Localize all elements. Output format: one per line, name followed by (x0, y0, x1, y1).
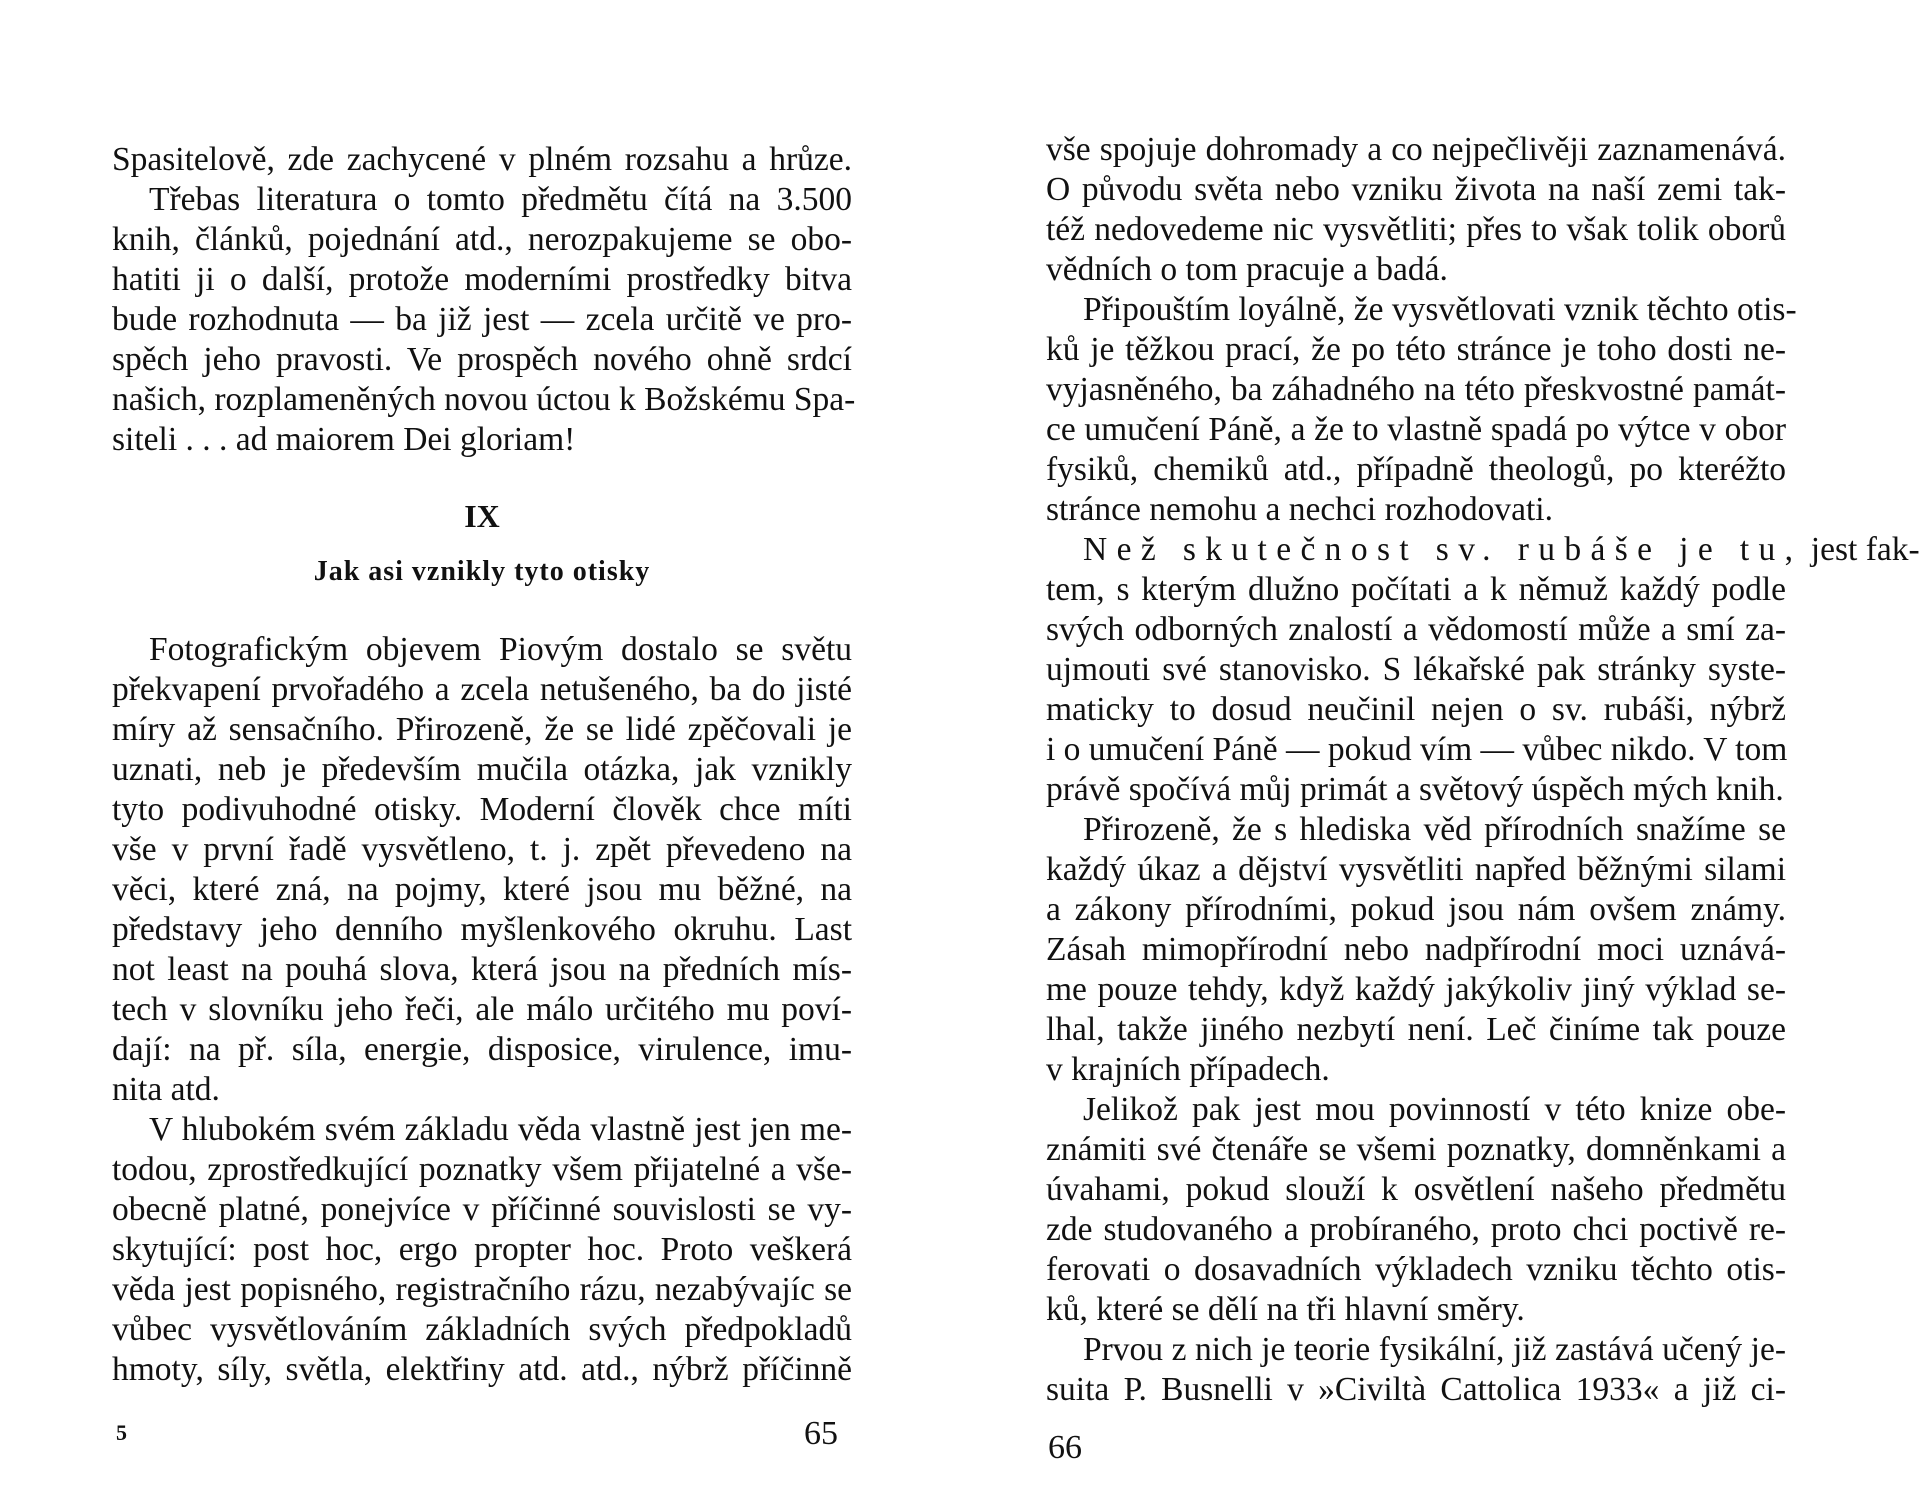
text-line: dají: na př. síla, energie, disposice, virulence, imu- (112, 1031, 852, 1068)
text-line: známiti své čtenáře se všemi poznatky, domněnkami a (1046, 1131, 1786, 1168)
text-line: obecně platné, ponejvíce v příčinné souvislosti se vy- (112, 1191, 852, 1228)
text-line: me pouze tehdy, když každý jakýkoliv jiný výklad se- (1046, 971, 1786, 1008)
text-line: překvapení prvořadého a zcela netušeného, ba do jisté (112, 671, 852, 708)
text-line: Připouštím loyálně, že vysvětlovati vznik těchto otis- (1083, 291, 1797, 328)
text-line: suita P. Busnelli v »Civiltà Cattolica 1933« a již ci- (1046, 1371, 1786, 1408)
text-line: Spasitelově, zde zachycené v plném rozsahu a hrůze. (112, 141, 852, 178)
text-line: not least na pouhá slova, která jsou na předních mís- (112, 951, 852, 988)
text-line: fysiků, chemiků atd., případně theologů, po kteréžto (1046, 451, 1786, 488)
text-line: věci, které zná, na pojmy, které jsou mu běžné, na (112, 871, 852, 908)
text-span: jest fak- (1802, 531, 1920, 568)
text-line: ce umučení Páně, a že to vlastně spadá po výtce v obor (1046, 411, 1786, 448)
text-line: ků, které se dělí na tři hlavní směry. (1046, 1291, 1525, 1328)
text-line: O původu světa nebo vzniku života na naší zemi tak- (1046, 171, 1786, 208)
text-line: vše spojuje dohromady a co nejpečlivěji zaznamenává. (1046, 131, 1786, 168)
text-line: vědních o tom pracuje a badá. (1046, 251, 1448, 288)
text-line: míry až sensačního. Přirozeně, že se lidé zpěčovali je (112, 711, 852, 748)
text-line: hmoty, síly, světla, elektřiny atd. atd., nýbrž příčinně (112, 1351, 852, 1388)
right-page (1046, 0, 1920, 1500)
text-line: siteli . . . ad maiorem Dei gloriam! (112, 421, 576, 458)
text-line: maticky to dosud neučinil nejen o sv. rubáši, nýbrž (1046, 691, 1786, 728)
text-line: skytující: post hoc, ergo propter hoc. Proto veškerá (112, 1231, 852, 1268)
page-number: 65 (804, 1415, 838, 1452)
spaced-emphasis: Než skutečnost sv. rubáše je tu, (1083, 531, 1803, 568)
text-line: věda jest popisného, registračního rázu, nezabývajíc se (112, 1271, 852, 1308)
text-line: Fotografickým objevem Piovým dostalo se světu (149, 631, 852, 668)
text-line: Třebas literatura o tomto předmětu čítá na 3.500 (149, 181, 852, 218)
chapter-number: IX (464, 498, 500, 534)
text-line: Jelikož pak jest mou povinností v této knize obe- (1083, 1091, 1786, 1128)
page-number: 66 (1048, 1429, 1082, 1466)
text-line: každý úkaz a dějství vysvětliti napřed běžnými silami (1046, 851, 1786, 888)
text-line: Zásah mimopřírodní nebo nadpřírodní moci uznává- (1046, 931, 1786, 968)
text-line: našich, rozplameněných novou úctou k Božskému Spa- (112, 381, 856, 418)
text-line: V hlubokém svém základu věda vlastně jest jen me- (149, 1111, 852, 1148)
text-line: knih, článků, pojednání atd., nerozpakujeme se obo- (112, 221, 852, 258)
text-line: ujmouti své stanovisko. S lékařské pak stránky syste- (1046, 651, 1786, 688)
text-line: vůbec vysvětlováním základních svých předpokladů (112, 1311, 852, 1348)
text-line: i o umučení Páně — pokud vím — vůbec nikdo. V tom (1046, 731, 1788, 768)
text-line: tem, s kterým dlužno počítati a k němuž každý podle (1046, 571, 1786, 608)
text-line: bude rozhodnuta — ba již jest — zcela určitě ve pro- (112, 301, 852, 338)
left-page (112, 0, 856, 1500)
text-line: ků je těžkou prací, že po této stránce je toho dosti ne- (1046, 331, 1786, 368)
text-line: právě spočívá můj primát a světový úspěch mých knih. (1046, 771, 1784, 808)
text-line: stránce nemohu a nechci rozhodovati. (1046, 491, 1553, 528)
chapter-title: Jak asi vznikly tyto otisky (313, 556, 651, 587)
text-line: Přirozeně, že s hlediska věd přírodních snažíme se (1083, 811, 1786, 848)
text-line: zde studovaného a probíraného, proto chci poctivě re- (1046, 1211, 1786, 1248)
text-line: tech v slovníku jeho řeči, ale málo určitého mu poví- (112, 991, 852, 1028)
text-line: svých odborných znalostí a vědomostí může a smí za- (1046, 611, 1786, 648)
text-line: todou, zprostředkující poznatky všem přijatelné a vše- (112, 1151, 852, 1188)
text-line: ferovati o dosavadních výkladech vzniku těchto otis- (1046, 1251, 1786, 1288)
text-line: Prvou z nich je teorie fysikální, již zastává učený je- (1083, 1331, 1786, 1368)
text-line: vše v první řadě vysvětleno, t. j. zpět převedeno na (112, 831, 852, 868)
text-line: tyto podivuhodné otisky. Moderní člověk chce míti (112, 791, 852, 828)
text-line: spěch jeho pravosti. Ve prospěch nového ohně srdcí (112, 341, 852, 378)
text-line: hatiti ji o další, protože moderními prostředky bitva (112, 261, 852, 298)
text-line: v krajních případech. (1046, 1051, 1330, 1088)
signature-mark: 5 (116, 1420, 127, 1445)
text-line: vyjasněného, ba záhadného na této přeskvostné památ- (1046, 371, 1786, 408)
text-line: nita atd. (112, 1071, 220, 1108)
text-line: úvahami, pokud slouží k osvětlení našeho předmětu (1046, 1171, 1786, 1208)
text-line: též nedovedeme nic vysvětliti; přes to však tolik oborů (1046, 211, 1786, 248)
text-line: a zákony přírodními, pokud jsou nám ovšem známy. (1046, 891, 1786, 928)
text-line (1046, 530, 1920, 570)
text-line: uznati, neb je především mučila otázka, jak vznikly (112, 751, 852, 788)
text-line: představy jeho denního myšlenkového okruhu. Last (112, 911, 852, 948)
text-line: lhal, takže jiného nezbytí není. Leč činíme tak pouze (1046, 1011, 1786, 1048)
